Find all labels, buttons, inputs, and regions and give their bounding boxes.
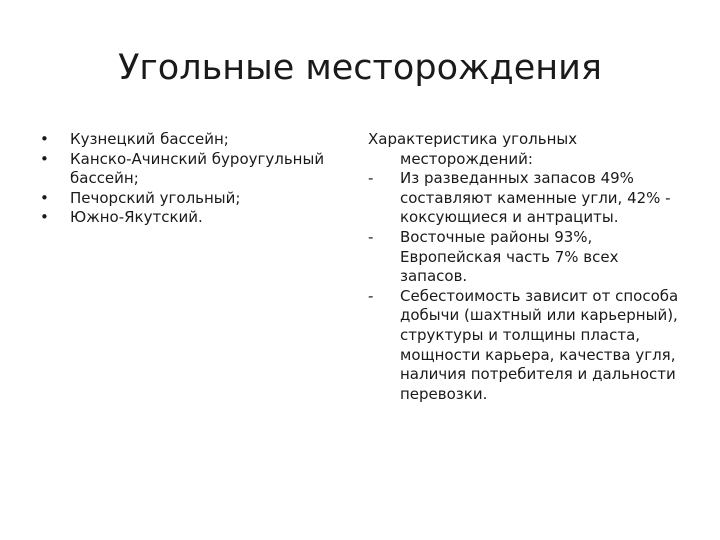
dash-icon: - [368,227,374,246]
characteristic-text: Восточные районы 93%, Европейская часть 7% всех запасов. [400,227,619,286]
characteristics-heading: Характеристика угольных месторождений: [368,130,578,168]
list-item [368,169,688,228]
bullet-icon: • [40,130,49,148]
basins-list [40,130,340,228]
characteristic-text: Из разведанных запасов 49% составляют каменные угли, 42% - коксующиеся и антрациты. [400,169,671,227]
list-item [368,287,688,405]
list-item [40,189,340,209]
slide-title: Угольные месторождения [118,48,602,88]
list-item [40,208,340,228]
dash-icon: - [368,286,374,305]
basin-name: Печорский угольный; [70,188,241,207]
basin-name: Канско-Ачинский буроугульный бассейн; [70,149,325,188]
characteristic-text: Себестоимость зависит от способа добычи (шахтный или карьерный), структуры и толщины пласта, мощности карьера, качества угля, наличия потребителя и дальности перевозки. [400,286,679,403]
list-item [40,150,340,189]
characteristics-column [368,130,688,404]
bullet-icon: • [40,149,49,168]
list-item [368,228,688,287]
bullet-icon: • [40,188,49,207]
dash-icon: - [368,169,374,188]
basin-name: Кузнецкий бассейн; [70,130,229,148]
basins-list-column [40,130,340,228]
basin-name: Южно-Якутский. [70,208,203,227]
characteristics-list [368,169,688,404]
bullet-icon: • [40,208,49,227]
list-item [40,130,340,150]
